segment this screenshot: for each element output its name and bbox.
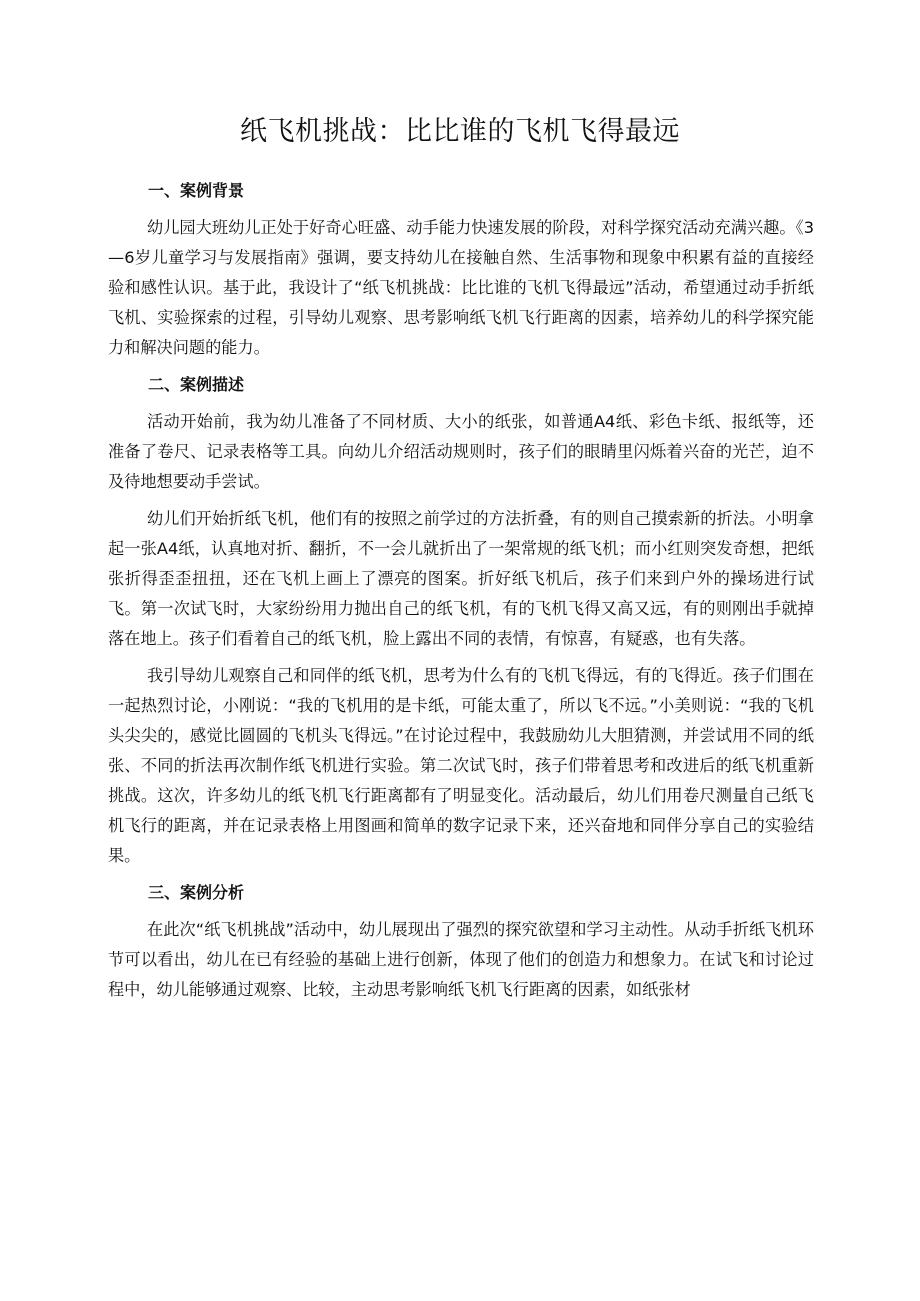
section-heading: 二、案例描述	[148, 375, 245, 394]
document-title: 纸飞机挑战：比比谁的飞机飞得最远	[240, 116, 680, 147]
section-heading: 一、案例背景	[148, 181, 245, 200]
paragraph: 幼儿们开始折纸飞机，他们有的按照之前学过的方法折叠，有的则自己摸索新的折法。小明拿起一张A4纸，认真地对折、翻折，不一会儿就折出了一架常规的纸飞机；而小红则突发奇想，把纸张折得歪歪扭扭，还在飞机上画上了漂亮的图案。折好纸飞机后，孩子们来到户外的操场进行试飞。第一次试飞时，大家纷纷用力抛出自己的纸飞机，有的飞机飞得又高又远，有的则刚出手就掉落在地上。孩子们看着自己的纸飞机，脸上露出不同的表情，有惊喜，有疑惑，也有失落。	[108, 509, 814, 648]
paragraph: 在此次“纸飞机挑战”活动中，幼儿展现出了强烈的探究欲望和学习主动性。从动手折纸飞机环节可以看出，幼儿在已有经验的基础上进行创新，体现了他们的创造力和想象力。在试飞和讨论过程中，幼儿能够通过观察、比较，主动思考影响纸飞机飞行距离的因素，如纸张材	[108, 920, 814, 999]
paragraph: 活动开始前，我为幼儿准备了不同材质、大小的纸张，如普通A4纸、彩色卡纸、报纸等，还准备了卷尺、记录表格等工具。向幼儿介绍活动规则时，孩子们的眼睛里闪烁着兴奋的光芒，迫不及待地想要动手尝试。	[108, 412, 814, 491]
document-body	[108, 176, 814, 1012]
paragraph: 我引导幼儿观察自己和同伴的纸飞机，思考为什么有的飞机飞得远，有的飞得近。孩子们围在一起热烈讨论，小刚说：“我的飞机用的是卡纸，可能太重了，所以飞不远。”小美则说：“我的飞机头尖尖的，感觉比圆圆的飞机头飞得远。”在讨论过程中，我鼓励幼儿大胆猜测，并尝试用不同的纸张、不同的折法再次制作纸飞机进行实验。第二次试飞时，孩子们带着思考和改进后的纸飞机重新挑战。这次，许多幼儿的纸飞机飞行距离都有了明显变化。活动最后，幼儿们用卷尺测量自己纸飞机飞行的距离，并在记录表格上用图画和简单的数字记录下来，还兴奋地和同伴分享自己的实验结果。	[108, 666, 814, 865]
section-heading: 三、案例分析	[148, 883, 245, 902]
section-description	[108, 370, 814, 871]
section-analysis	[108, 878, 814, 1005]
paragraph: 幼儿园大班幼儿正处于好奇心旺盛、动手能力快速发展的阶段，对科学探究活动充满兴趣。《3—6岁儿童学习与发展指南》强调，要支持幼儿在接触自然、生活事物和现象中积累有益的直接经验和感性认识。基于此，我设计了“纸飞机挑战：比比谁的飞机飞得最远”活动，希望通过动手折纸飞机、实验探索的过程，引导幼儿观察、思考影响纸飞机飞行距离的因素，培养幼儿的科学探究能力和解决问题的能力。	[108, 218, 814, 357]
section-background	[108, 176, 814, 363]
